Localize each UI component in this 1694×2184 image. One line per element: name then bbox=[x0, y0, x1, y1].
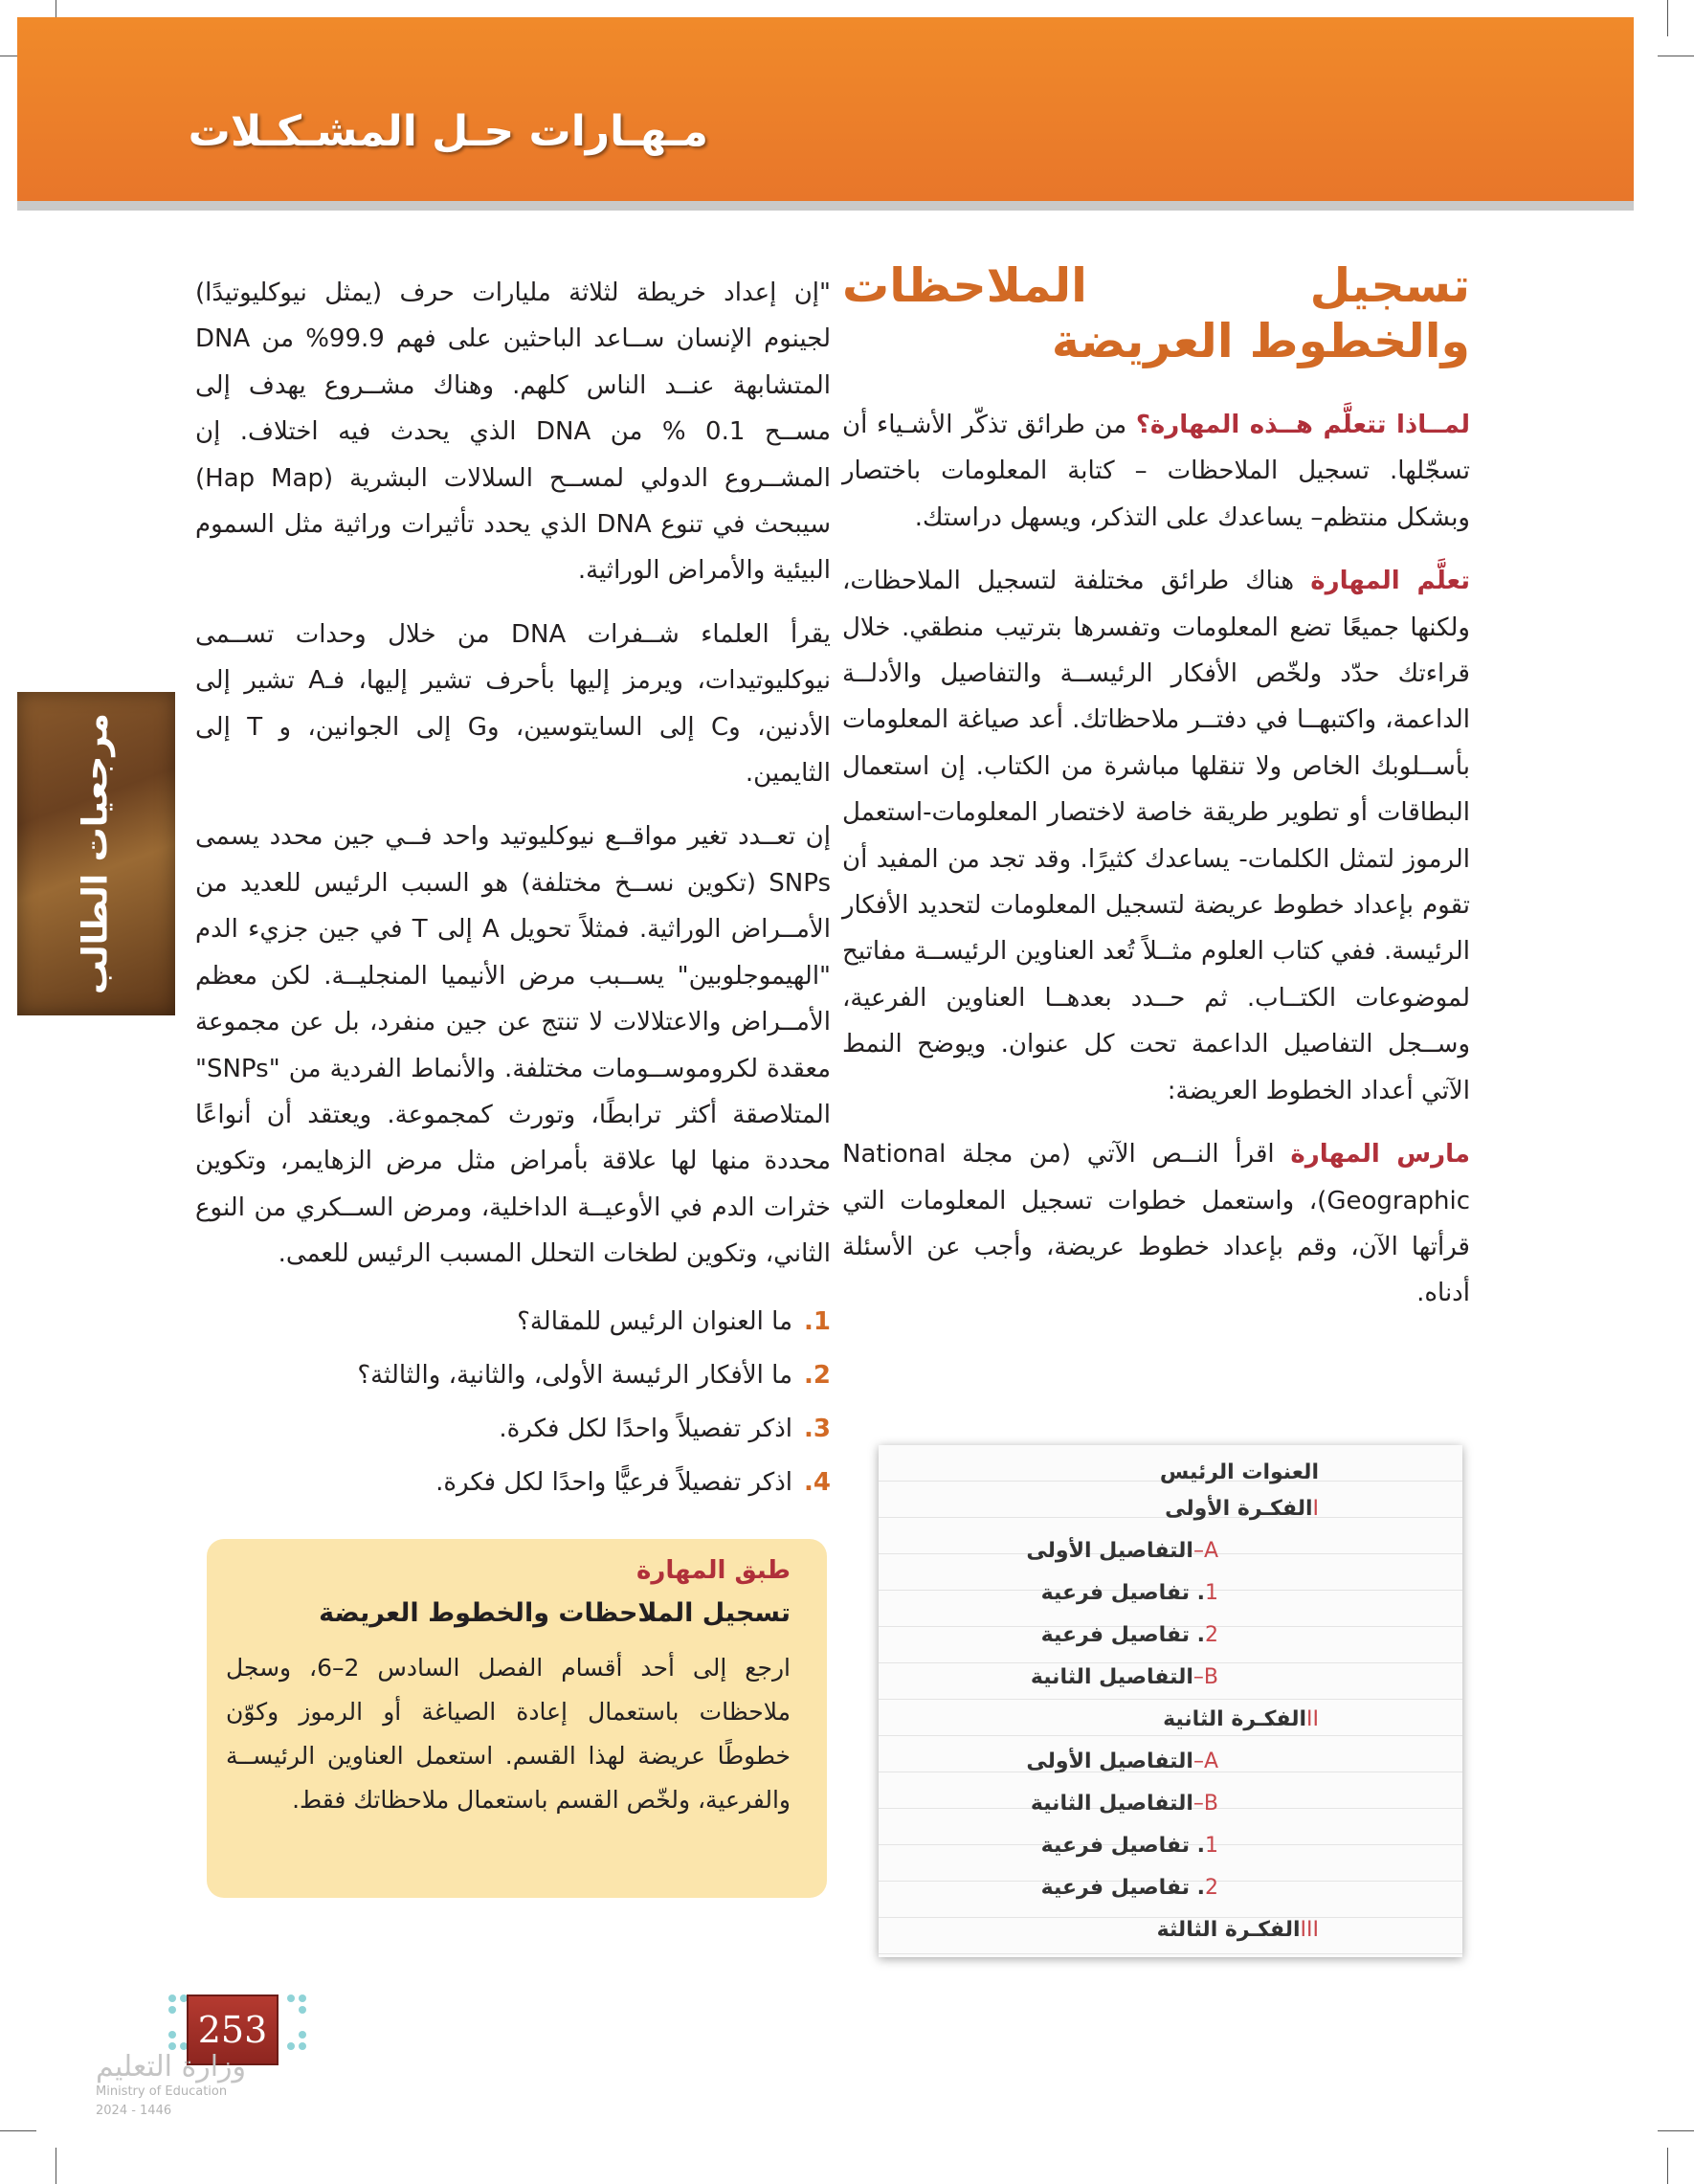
apply-heading: طبق المهارة bbox=[636, 1556, 791, 1585]
why-learn-lead: لمــاذا تتعلَّم هــذه المهارة؟ bbox=[1135, 411, 1470, 439]
outline-idea-1: Iالفكـرة الأولى bbox=[1165, 1497, 1319, 1521]
article-paragraph: يقرأ العلماء شــفرات DNA من خلال وحدات تســمى نيوكليوتيدات، ويرمز إليها بأحرف تشير إليها، فـA تشير إلى الأدنين، وC إلى السايتوسين، وG إلى الجوانين، و T إلى الثايمين. bbox=[195, 619, 831, 789]
header-divider bbox=[17, 201, 1634, 211]
left-column bbox=[195, 270, 831, 1509]
apply-body: ارجع إلى أحد أقسام الفصل السادس 2–6، وسجل ملاحظات باستعمال إعادة الصياغة أو الرموز وكوّن خطوطًا عريضة لهذا القسم. استعمل العناوين الرئيســة والفرعية، ولخّص القسم باستعمال ملاحظاتك فقط. bbox=[226, 1654, 791, 1814]
right-column bbox=[842, 258, 1470, 1334]
outline-subdetail: 2. تفاصيل فرعية bbox=[1040, 1623, 1218, 1647]
why-learn-paragraph bbox=[842, 402, 1470, 541]
crop-mark bbox=[0, 2130, 36, 2131]
article-paragraph: "إن إعداد خريطة لثلاثة مليارات حرف (يمثل نيوكليوتيدًا) لجينوم الإنسان ســاعد الباحثين على فهم 99.9% من DNA المتشابهة عنــد الناس كلهم. وهناك مشــروع يهدف إلى مســح 0.1 % من DNA الذي يحدث فيه اختلاف. إن المشــروع الدولي لمســح السلالات البشرية (Hap Map) سيبحث في تنوع DNA الذي يحدد تأثيرات وراثية مثل السموم البيئية والأمراض الوراثية. bbox=[195, 279, 832, 586]
section-title: مـهـارات حـل المشـكـلات bbox=[188, 107, 708, 156]
ministry-logo-english: Ministry of Education bbox=[96, 2084, 228, 2099]
ministry-logo-year: 2024 - 1446 bbox=[96, 2104, 172, 2118]
questions-list bbox=[195, 1295, 831, 1509]
outline-detail: B–التفاصيل الثانية bbox=[1030, 1792, 1218, 1816]
question-item: 4.اذكر تفصيلاً فرعيًّا واحدًا لكل فكرة. bbox=[435, 1467, 831, 1497]
outline-idea-2: IIالفكـرة الثانية bbox=[1163, 1707, 1319, 1731]
practice-paragraph bbox=[842, 1131, 1470, 1317]
outline-detail: A–التفاصيل الأولى bbox=[1026, 1749, 1218, 1773]
apply-skill-box bbox=[207, 1539, 827, 1898]
practice-text: اقرأ النــص الآتي (من مجلة National Geographic)، واستعمل خطوات تسجيل المعلومات التي قرأتها الآن، وقم بإعداد خطوط عريضة، وأجب عن الأسئلة أدناه. bbox=[842, 1140, 1470, 1308]
learn-skill-paragraph bbox=[842, 558, 1470, 1114]
article-paragraph: إن تعــدد تغير مواقــع نيوكليوتيد واحد فــي جين محدد يسمى SNPs (تكوين نســخ مختلفة) هو السبب الرئيس للعديد من الأمــراض الوراثية. فمثلاً تحويل A إلى T في جين جزيء الدم "الهيموجلوبين" يســبب مرض الأنيميا المنجليــة. لكن معظم الأمــراض والاعتلالات لا تنتج عن جين منفرد، بل عن مجموعة معقدة لكروموســومات مختلفة. والأنماط الفردية من "SNPs" المتلاصقة أكثر ترابطًا، وتورث كمجموعة. ويعتقد أن أنواعًا محددة منها لها علاقة بأمراض مثل مرض الزهايمر، وتكوين خثرات الدم في الأوعيــة الداخلية، ومرض الســكري من النوع الثاني، وتكوين لطخات التحلل المسبب الرئيس للعمى. bbox=[195, 822, 831, 1269]
why-learn-text: من طرائق تذكّر الأشـياء أن تسجّلها. تسجيل الملاحظات – كتابة المعلومات باختصار وبشكل منتظم– يساعدك على التذكر، ويسهل دراستك. bbox=[842, 411, 1470, 532]
outline-subdetail: 2. تفاصيل فرعية bbox=[1040, 1876, 1218, 1900]
outline-detail: B–التفاصيل الثانية bbox=[1030, 1665, 1218, 1689]
question-item: 3.اذكر تفصيلاً واحدًا لكل فكرة. bbox=[499, 1414, 831, 1443]
ministry-logo-arabic: وزارة التعليم bbox=[96, 2050, 247, 2084]
outline-subdetail: 1. تفاصيل فرعية bbox=[1040, 1581, 1218, 1605]
question-item: 1.ما العنوان الرئيس للمقالة؟ bbox=[517, 1306, 831, 1336]
learn-skill-lead: تعلَّم المهارة bbox=[1310, 567, 1470, 596]
crop-mark bbox=[1667, 2148, 1668, 2184]
outline-example bbox=[879, 1445, 1462, 1957]
article-title: تسجيل الملاحظات والخطوط العريضة bbox=[842, 258, 1470, 368]
apply-subheading: تسجيل الملاحظات والخطوط العريضة bbox=[319, 1598, 791, 1628]
practice-lead: مارس المهارة bbox=[1290, 1140, 1471, 1170]
outline-detail: A–التفاصيل الأولى bbox=[1026, 1539, 1218, 1563]
outline-idea-3: IIIالفكـرة الثالثة bbox=[1156, 1918, 1319, 1942]
side-tab-label: مرجعيات الطالب bbox=[76, 713, 116, 994]
crop-mark bbox=[1658, 2130, 1694, 2131]
outline-subdetail: 1. تفاصيل فرعية bbox=[1040, 1834, 1218, 1858]
outline-main-title: العنوات الرئيس bbox=[1159, 1460, 1319, 1484]
crop-mark bbox=[1667, 0, 1668, 36]
page-number: 253 bbox=[187, 1995, 279, 2065]
question-item: 2.ما الأفكار الرئيسة الأولى، والثانية، والثالثة؟ bbox=[357, 1360, 831, 1390]
learn-skill-text: هناك طرائق مختلفة لتسجيل الملاحظات، ولكنها جميعًا تضع المعلومات وتفسرها بترتيب منطقي. خلال قراءتك حدّد ولخّص الأفكار الرئيســة والتفاصيل والأدلــة الداعمة، واكتبهــا في دفتــر ملاحظاتك. أعد صياغة المعلومات بأســلوبك الخاص ولا تنقلها مباشرة من الكتاب. إن استعمال البطاقات أو تطوير طريقة خاصة لاختصار المعلومات-استعمل الرموز لتمثل الكلمات- يساعدك كثيرًا. وقد تجد من المفيد أن تقوم بإعداد خطوط عريضة لتسجيل المعلومات لتحديد الأفكار الرئيسة. ففي كتاب العلوم مثــلاً تُعد العناوين الرئيســة مفاتيح لموضوعات الكتــاب. ثم حــدد بعدهــا العناوين الفرعية، وســجل التفاصيل الداعمة تحت كل عنوان. ويوضح النمط الآتي أعداد الخطوط العريضة: bbox=[842, 567, 1470, 1105]
